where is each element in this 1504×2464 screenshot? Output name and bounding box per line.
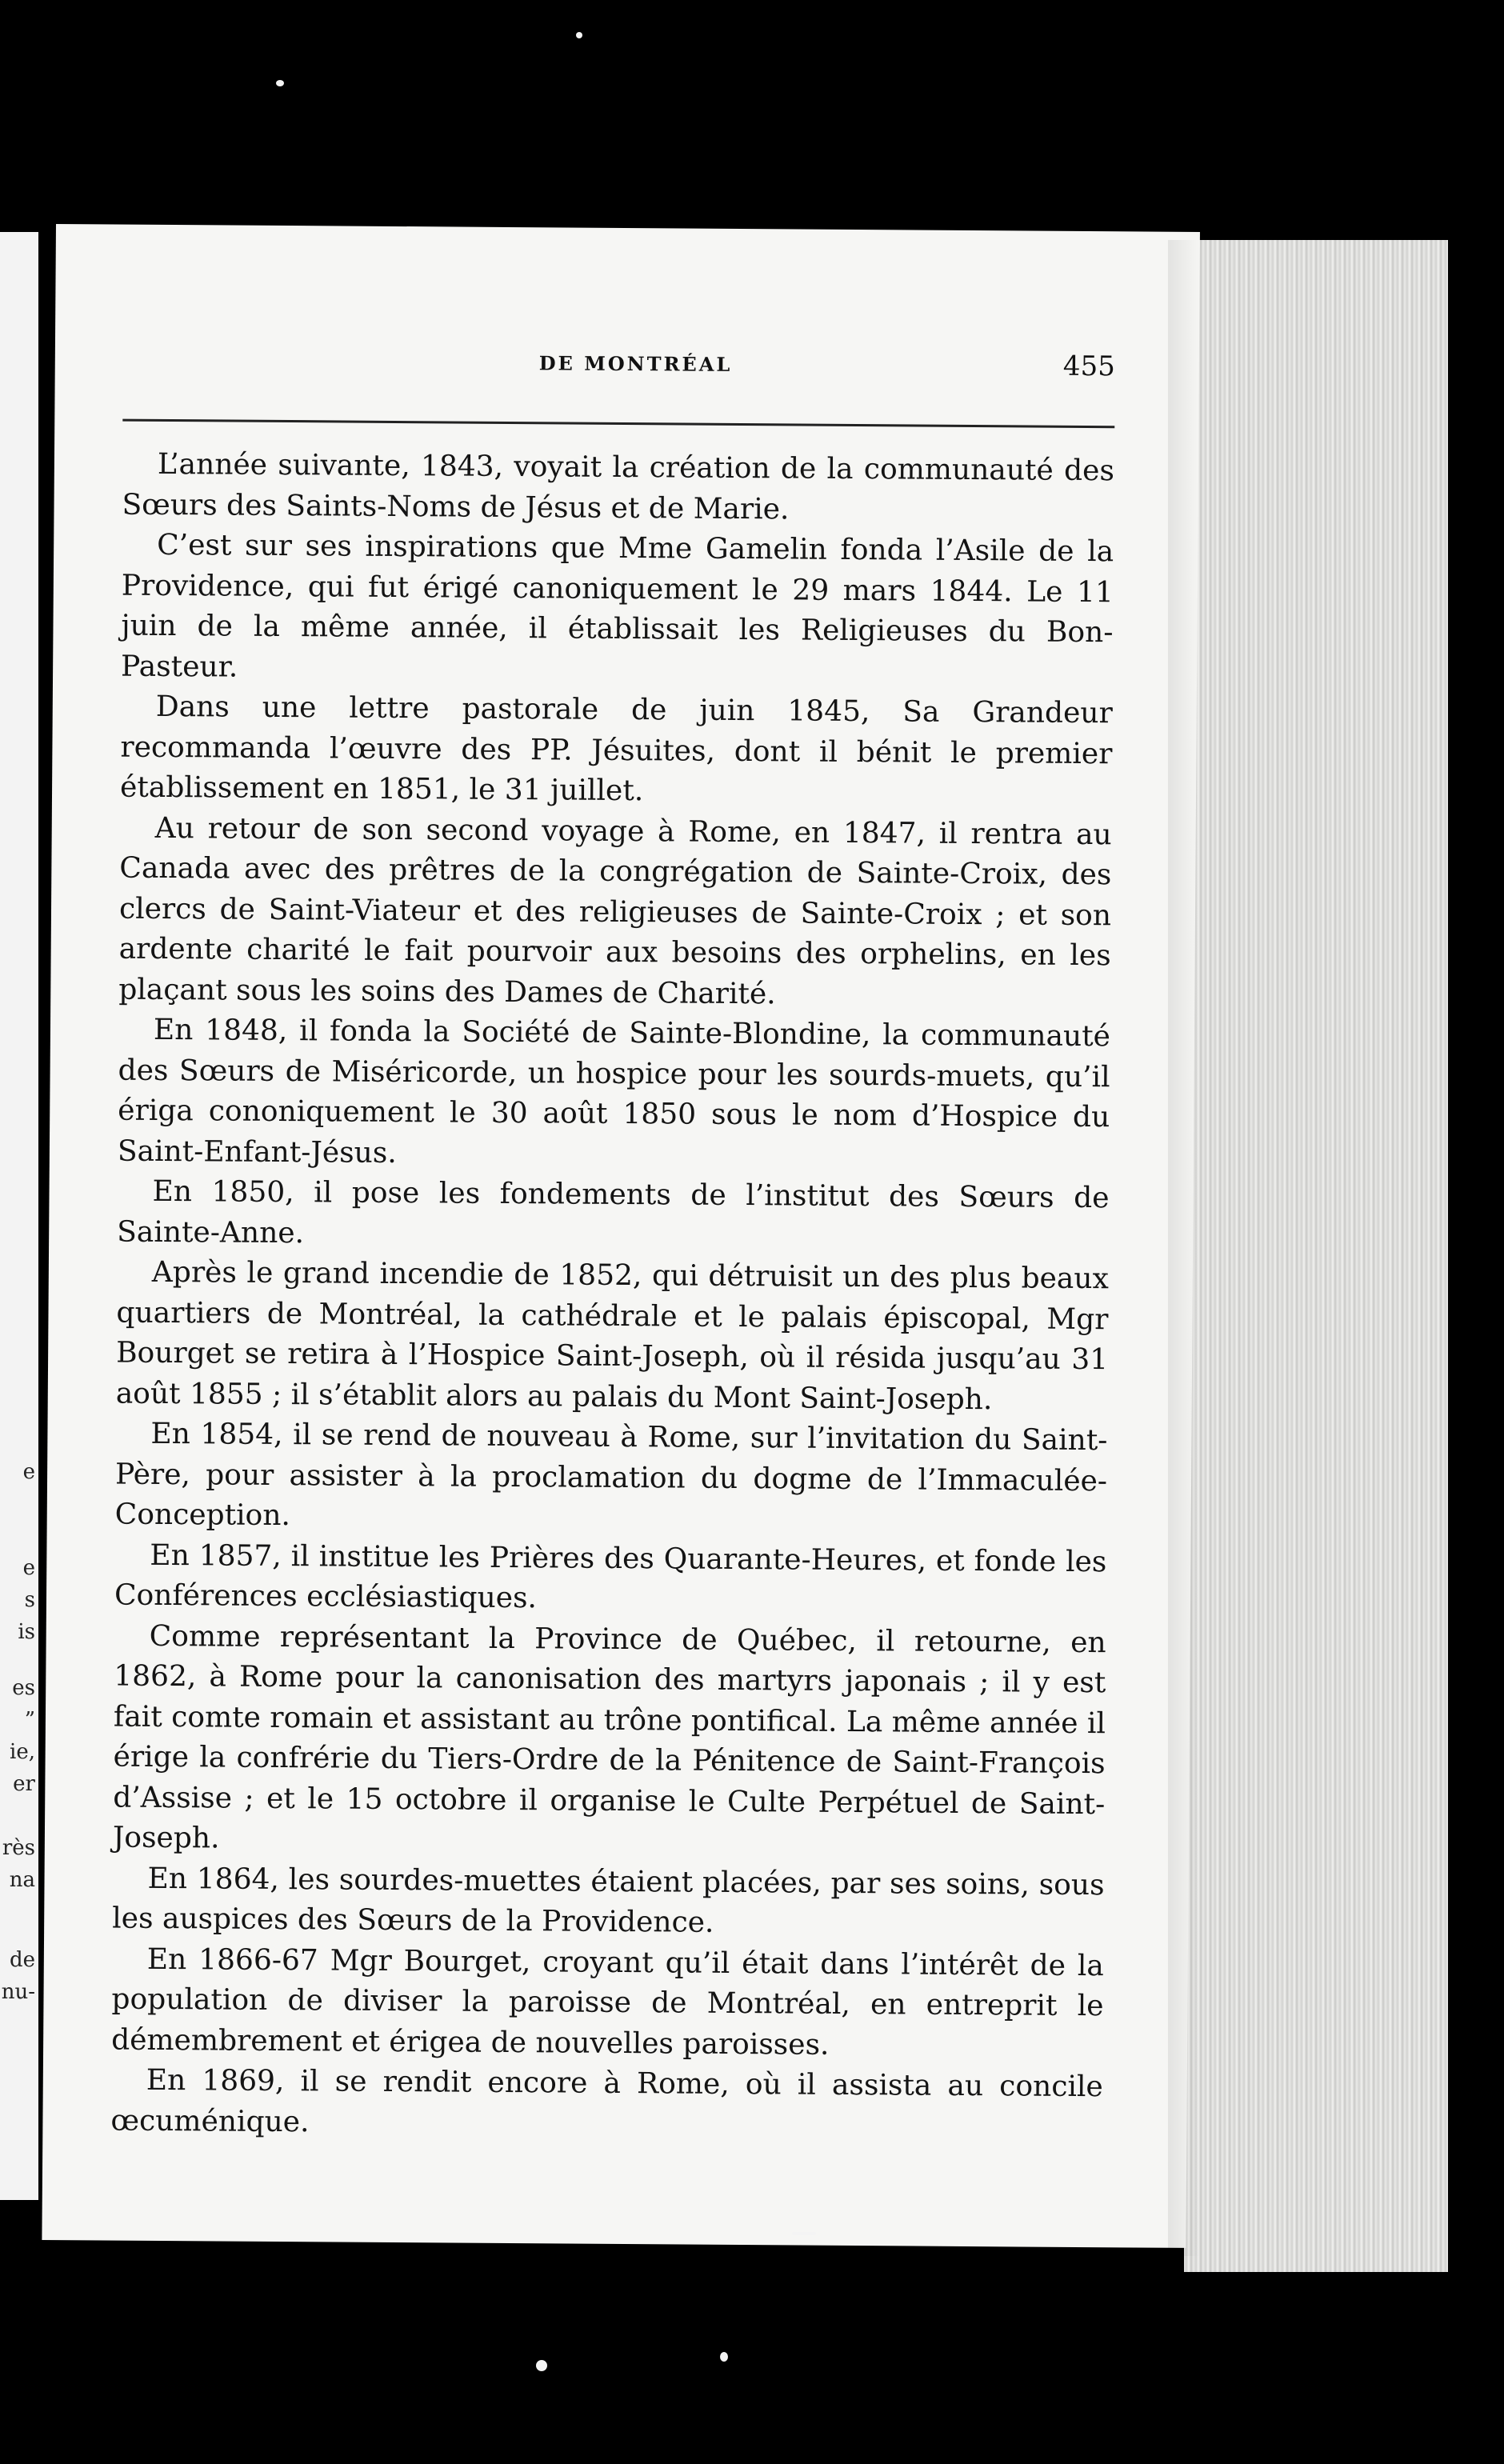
- paragraph: En 1864, les sourdes-muettes étaient placées, par ses soins, sous les auspices des Sœurs de la Providence.: [112, 1862, 1105, 1939]
- gutter-shadow: [1168, 240, 1200, 2256]
- paragraph: En 1848, il fonda la Société de Sainte-Blondine, la communauté des Sœurs de Miséricorde, un hospice pour les sourds-muets, qu’il ériga cononiquement le 30 août 1850 sous le nom d’Hospice du Saint-Enfant-Jésus.: [117, 1013, 1111, 1170]
- paragraph: C’est sur ses inspirations que Mme Gamelin fonda l’Asile de la Providence, qui fut érigé canoniquement le 29 mars 1844. Le 11 juin de la même année, il établissait les Religieuses du Bon-Pasteur.: [121, 528, 1114, 684]
- margin-fragment: ie,: [10, 1740, 35, 1764]
- body-text: [110, 445, 1114, 2149]
- paragraph: En 1866-67 Mgr Bourget, croyant qu’il était dans l’intérêt de la population de diviser la paroisse de Montréal, en entreprit le démembrement et érigea de nouvelles paroisses.: [111, 1942, 1104, 2062]
- dust-speck: [720, 2352, 728, 2362]
- paragraph: En 1869, il se rendit encore à Rome, où il assista au concile œcuménique.: [110, 2063, 1103, 2138]
- paragraph: En 1857, il institue les Prières des Quarante-Heures, et fonde les Conférences ecclésiastiques.: [114, 1538, 1107, 1615]
- margin-fragment: e: [22, 1460, 35, 1484]
- page-stack-edges: [1184, 240, 1448, 2272]
- dust-speck: [536, 2360, 547, 2371]
- book-page: [42, 224, 1200, 2248]
- paragraph: Comme représentant la Province de Québec, il retourne, en 1862, à Rome pour la canonisation des martyrs japonais ; il y est fait comte romain et assistant au trône pontifical. La même année il érige la confrérie du Tiers-Ordre de la Pénitence de Saint-François d’Assise ; et le 15 octobre il organise le Culte Perpétuel de Saint-Joseph.: [112, 1619, 1106, 1855]
- paragraph: Dans une lettre pastorale de juin 1845, Sa Grandeur recommanda l’œuvre des PP. Jésuites, dont il bénit le premier établissement en 1851, le 31 juillet.: [119, 690, 1113, 808]
- paragraph: En 1850, il pose les fondements de l’institut des Sœurs de Sainte-Anne.: [117, 1174, 1110, 1250]
- paragraph: L’année suivante, 1843, voyait la création de la communauté des Sœurs des Saints-Noms de Jésus et de Marie.: [122, 447, 1115, 526]
- margin-fragment: is: [18, 1620, 35, 1644]
- margin-fragment: de: [9, 1948, 35, 1972]
- margin-fragment: na: [9, 1868, 35, 1892]
- margin-fragment: rès: [2, 1836, 35, 1860]
- dust-speck: [792, 2232, 816, 2235]
- page-number: 455: [1062, 350, 1115, 383]
- paragraph: Au retour de son second voyage à Rome, en 1847, il rentra au Canada avec des prêtres de la congrégation de Sainte-Croix, des clercs de Saint-Viateur et des religieuses de Sainte-Croix ; et son ardente charité le fait pourvoir aux besoins des orphelins, en les plaçant sous les soins des Dames de Charité.: [118, 811, 1112, 1010]
- margin-fragment: es: [12, 1676, 35, 1700]
- margin-fragment: nu-: [1, 1980, 35, 2004]
- paragraph: En 1854, il se rend de nouveau à Rome, sur l’invitation du Saint-Père, pour assister à la proclamation du dogme de l’Immaculée-Conception.: [114, 1417, 1108, 1533]
- margin-fragment: e: [22, 1556, 35, 1580]
- margin-fragment: s: [24, 1588, 35, 1612]
- margin-fragment: ”: [24, 1708, 35, 1732]
- dust-speck: [576, 32, 582, 38]
- margin-fragment: er: [13, 1772, 35, 1796]
- facing-page-margin-text: [0, 1456, 38, 2008]
- paragraph: Après le grand incendie de 1852, qui détruisit un des plus beaux quartiers de Montréal, la cathédrale et le palais épiscopal, Mgr Bourget se retira à l’Hospice Saint-Joseph, où il résida jusqu’au 31 août 1855 ; il s’établit alors au palais du Mont Saint-Joseph.: [115, 1255, 1109, 1416]
- running-head: DE MONTRÉAL: [538, 351, 733, 376]
- page-header: [123, 349, 1115, 396]
- dust-speck: [276, 80, 284, 86]
- header-rule: [122, 419, 1114, 429]
